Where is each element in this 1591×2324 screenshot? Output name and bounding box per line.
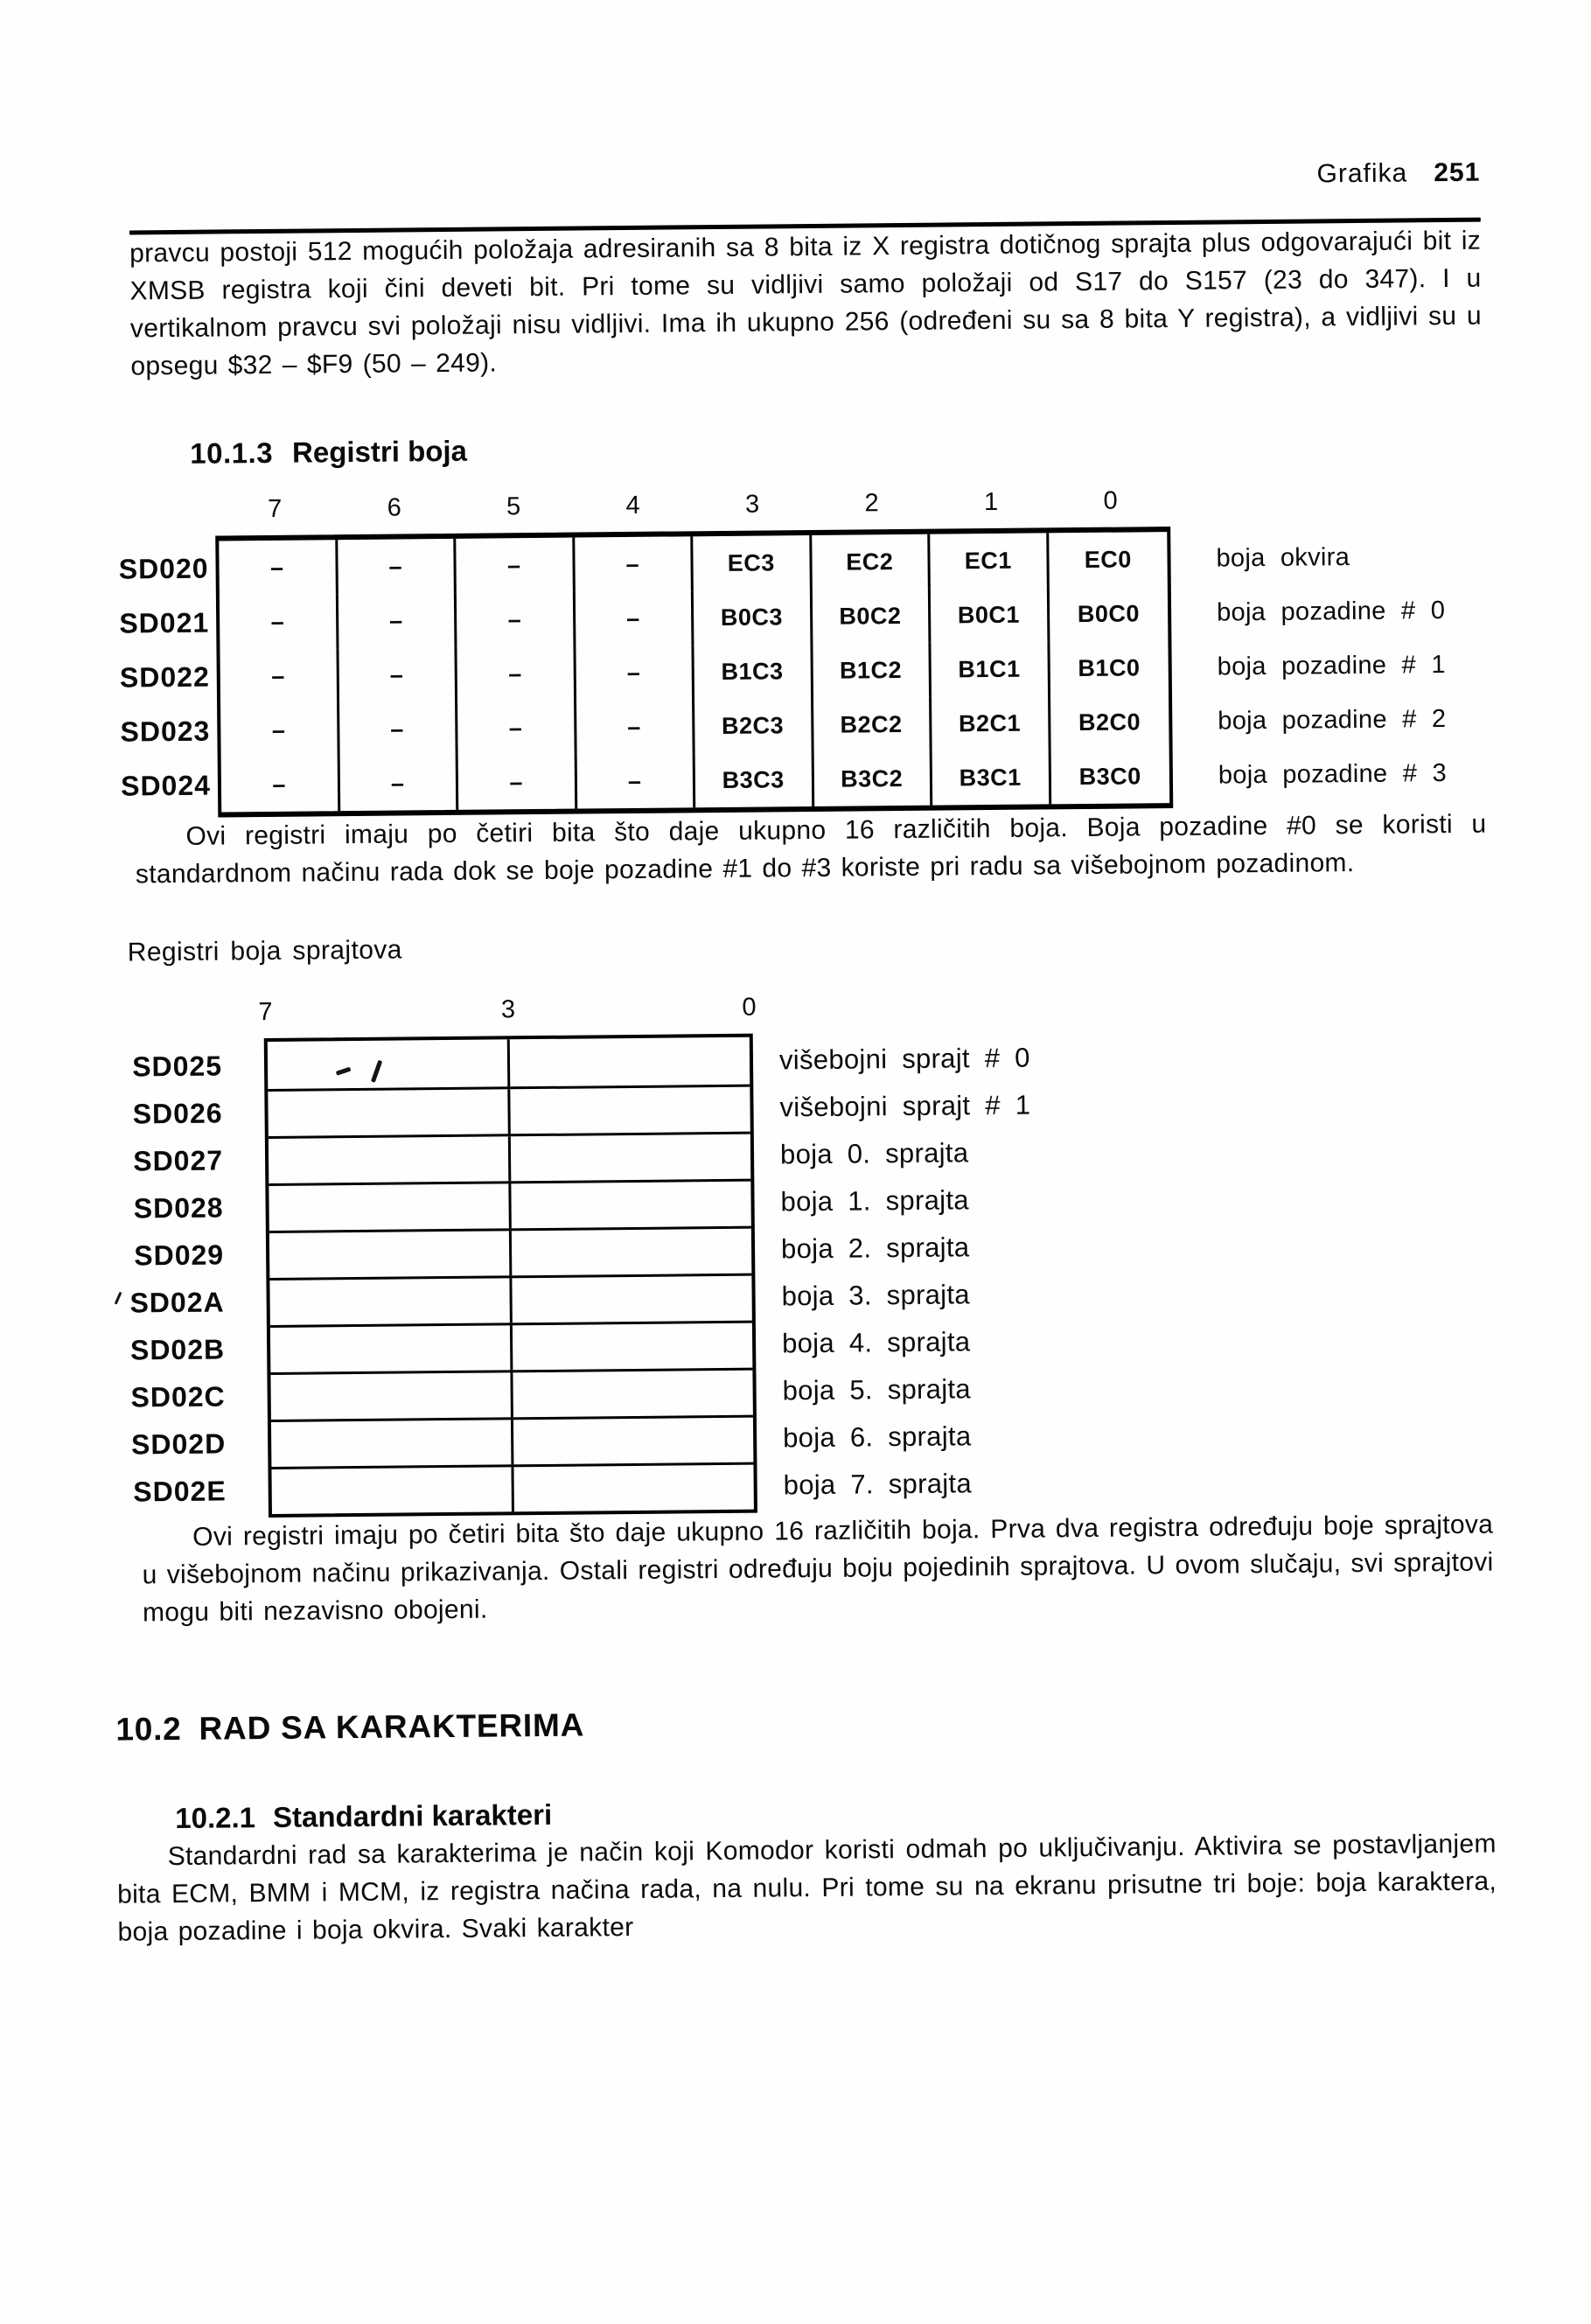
high-nibble-cell	[271, 1420, 513, 1467]
sprite-table-bit-headers	[258, 993, 757, 1038]
register-bit-row	[270, 1321, 752, 1372]
register-bit-row	[271, 1462, 753, 1514]
bit-cell: B2C2	[813, 697, 932, 752]
low-nibble-cell	[513, 1323, 752, 1371]
sprite-table-descriptions	[752, 987, 1493, 1513]
bit-cell: –	[220, 648, 338, 703]
high-nibble-cell	[268, 1039, 511, 1089]
bit-cell: –	[576, 699, 695, 754]
bit-number-label: 6	[387, 493, 401, 522]
low-nibble-cell	[513, 1465, 753, 1512]
register-label: SD025	[132, 1049, 223, 1082]
bit-cell: B1C2	[813, 643, 932, 698]
section-number: 10.2.1	[175, 1801, 256, 1835]
bit-cell: B0C3	[694, 590, 813, 645]
bit-number-label: 5	[506, 492, 521, 521]
bit-number-label: 3	[744, 490, 760, 519]
bit-cell: B2C1	[932, 695, 1050, 750]
register-label: SD020	[118, 552, 209, 585]
bit-cell: –	[576, 753, 695, 808]
register-label: SD029	[134, 1238, 225, 1271]
register-description: boja 5. sprajta	[782, 1373, 972, 1406]
color-register-table	[101, 484, 1486, 819]
sprite-color-register-table	[84, 987, 1493, 1519]
standard-characters-paragraph: Standardni rad sa karakterima je način koji Komodor koristi odmah po uključivanju. Aktivira se postavljanjem bita ECM, BMM i MCM, iz registra načina rada, na nulu. Pri tome su na ekranu prisutne tri boje: boja karaktera, boja pozadine i boja okvira. Svaki karakter	[116, 1829, 1497, 1947]
register-description: boja 4. sprajta	[781, 1326, 971, 1359]
page-number: 251	[1434, 157, 1481, 188]
register-bit-row	[268, 1085, 750, 1136]
section-title: RAD SA KARAKTERIMA	[199, 1706, 585, 1747]
bit-cell: EC0	[1084, 545, 1132, 573]
bit-cell: B2C3	[694, 698, 813, 753]
bit-cell: –	[339, 756, 458, 811]
bit-cell: –	[221, 757, 340, 812]
bit-cell: –	[220, 702, 339, 757]
register-label: SD026	[132, 1096, 223, 1129]
intro-paragraph: pravcu postoji 512 mogućih položaja adresiranih sa 8 bita iz X registra dotičnog sprajta plus odgovarajući bit iz XMSB registra koji čini deveti bit. Pri tome su vidljivi samo položaji od S17 do S157 (23 do 347). I u vertikalnom pravcu svi položaji nisu vidljivi. Ima ih ukupno 256 (određeni su sa 8 bita Y registra), a vidljivi su u opsegu $32 – $F9 (50 – 249).	[129, 226, 1483, 381]
bit-cell: –	[219, 540, 338, 595]
register-description: boja 7. sprajta	[783, 1468, 973, 1501]
low-nibble-cell	[511, 1182, 750, 1229]
bit-cell: B1C3	[694, 644, 813, 699]
low-nibble-cell	[512, 1276, 751, 1323]
low-nibble-cell	[510, 1087, 750, 1134]
bit-cell: EC2	[812, 534, 931, 590]
register-description: višebojni sprajt # 0	[778, 1042, 1030, 1076]
bit-cell: B0C0	[1077, 599, 1141, 627]
bit-cell: –	[457, 701, 576, 756]
register-description: boja pozadine # 2	[1218, 704, 1447, 736]
high-nibble-cell	[269, 1136, 511, 1183]
bit-number-label: 7	[267, 494, 283, 523]
color-table-labels	[101, 496, 219, 819]
color-table-descriptions	[1170, 484, 1487, 808]
page-content	[115, 157, 1497, 1951]
high-nibble-cell	[269, 1183, 511, 1231]
bit-cell: –	[339, 701, 458, 757]
bit-cell: B2C0	[1078, 708, 1141, 736]
page-header	[129, 158, 1480, 203]
running-header-title: Grafika	[1316, 158, 1408, 189]
bit-number-label: 7	[258, 997, 273, 1027]
register-label: SD023	[120, 715, 211, 748]
bit-number-label: 0	[742, 993, 757, 1022]
color-table-box	[215, 527, 1173, 817]
sprite-table-box	[264, 1034, 757, 1518]
register-bit-row	[271, 1415, 753, 1467]
section-title: Registri boja	[291, 434, 468, 469]
bit-cell: –	[458, 755, 577, 810]
section-heading-10-1-3	[190, 422, 1483, 473]
bit-cell: –	[457, 646, 576, 701]
bit-number-label: 1	[983, 487, 999, 517]
bit-cell: B0C2	[812, 589, 931, 644]
register-label: SD028	[133, 1190, 224, 1224]
bit-cell: –	[338, 593, 457, 648]
register-description: višebojni sprajt # 1	[779, 1089, 1031, 1123]
characters-section	[115, 1696, 1497, 1951]
register-label: SD021	[119, 606, 210, 639]
register-description: boja 0. sprajta	[779, 1137, 969, 1170]
color-table-main	[215, 486, 1173, 817]
register-label: SD027	[133, 1143, 224, 1176]
section-title: Standardni karakteri	[272, 1797, 553, 1833]
low-nibble-cell	[513, 1371, 752, 1418]
bit-number-label: 4	[625, 491, 640, 520]
bit-cell: –	[220, 594, 338, 649]
sprite-table-caption: Registri boja sprajtova	[127, 935, 402, 967]
bit-cell: B3C1	[932, 750, 1051, 805]
bit-cell: –	[575, 590, 694, 646]
section-number: 10.2	[115, 1710, 182, 1748]
bit-number-label: 2	[864, 489, 879, 518]
bit-cell: –	[338, 647, 457, 702]
high-nibble-cell	[271, 1467, 513, 1514]
sprite-registers-paragraph: Ovi registri imaju po četiri bita što daje ukupno 16 različitih boja. Prva dva registra određuju boje sprajtova u višebojnom načinu prikazivanja. Ostali registri određuju boju pojedinih sprajtova. U ovom slučaju, svi sprajtovi mogu biti nezavisno obojeni.	[142, 1510, 1494, 1628]
bit-cell: EC3	[693, 535, 812, 590]
bit-cell: B1C1	[931, 641, 1050, 696]
register-description: boja 6. sprajta	[782, 1420, 972, 1454]
section-heading-10-2	[115, 1696, 1495, 1751]
register-label: SD02E	[133, 1474, 227, 1507]
bit-number-label: 3	[500, 995, 516, 1024]
register-bit-row	[268, 1037, 750, 1089]
register-label: SD02A	[87, 1278, 267, 1327]
register-description: boja pozadine # 0	[1216, 596, 1446, 627]
section-number: 10.1.3	[190, 436, 274, 470]
bit-cell: B1C0	[1078, 653, 1141, 681]
high-nibble-cell	[270, 1325, 513, 1372]
bit-cell: –	[576, 645, 694, 700]
bit-number-label: 0	[1103, 486, 1118, 515]
register-label: SD02D	[130, 1427, 227, 1460]
register-bit-row	[269, 1132, 750, 1183]
register-description: boja 2. sprajta	[780, 1232, 970, 1265]
register-label: SD022	[119, 660, 210, 694]
bit-cell: B3C2	[813, 751, 932, 806]
low-nibble-cell	[511, 1134, 750, 1182]
register-description: boja pozadine # 1	[1217, 650, 1446, 681]
high-nibble-cell	[269, 1231, 512, 1278]
bit-cell: EC1	[930, 533, 1049, 588]
bit-cell: –	[457, 592, 576, 647]
register-description: boja pozadine # 3	[1218, 758, 1448, 790]
high-nibble-cell	[269, 1278, 512, 1325]
high-nibble-cell	[268, 1089, 510, 1136]
sprite-table-labels	[84, 998, 269, 1519]
pen-mark-icon	[336, 1058, 397, 1085]
low-nibble-cell	[512, 1229, 751, 1276]
register-description: boja 1. sprajta	[780, 1184, 969, 1218]
bit-cell: B0C1	[931, 587, 1050, 642]
register-label: SD02C	[130, 1379, 226, 1413]
register-description: boja 3. sprajta	[781, 1279, 970, 1312]
register-description: boja okvira	[1216, 542, 1350, 573]
bit-cell: –	[575, 536, 694, 591]
bit-cell: –	[338, 539, 457, 594]
low-nibble-cell	[513, 1418, 753, 1465]
high-nibble-cell	[270, 1372, 513, 1420]
bit-cell: B3C0	[1078, 762, 1141, 790]
color-registers-paragraph: Ovi registri imaju po četiri bita što daje ukupno 16 različitih boja. Boja pozadine #0 se koristi u standardnom načinu rada dok se boje pozadine #1 do #3 koriste pri radu sa višebojnom pozadinom.	[135, 809, 1487, 890]
register-bit-row	[270, 1368, 752, 1420]
bit-cell: B3C3	[695, 752, 814, 807]
bit-cell: –	[456, 538, 575, 593]
register-label: SD024	[120, 769, 212, 802]
register-label: SD02B	[129, 1332, 226, 1365]
register-bit-row	[269, 1274, 751, 1325]
register-bit-row	[269, 1226, 751, 1278]
low-nibble-cell	[510, 1037, 750, 1087]
register-bit-row	[269, 1179, 750, 1231]
sprite-table-main	[258, 993, 757, 1518]
